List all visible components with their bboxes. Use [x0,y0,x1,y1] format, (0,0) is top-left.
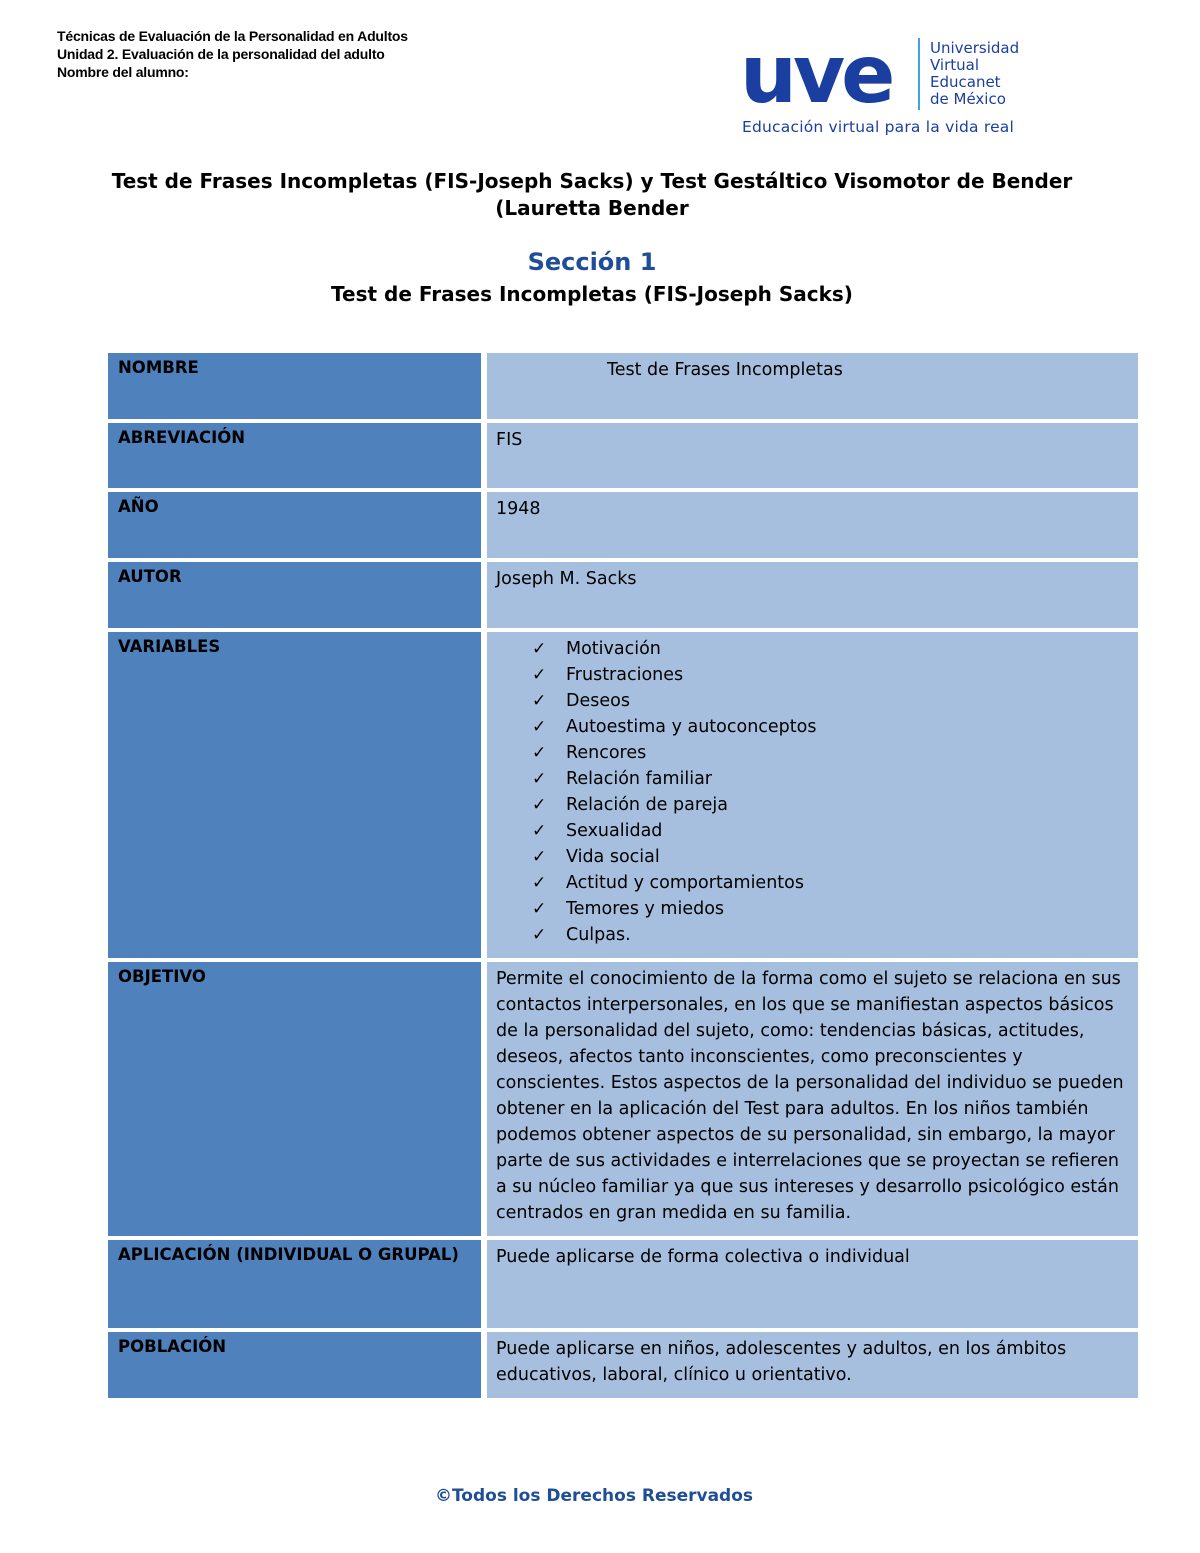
check-icon: ✓ [532,847,547,867]
table-row-abreviacion [108,423,1138,488]
variable-item [532,844,1129,870]
check-icon: ✓ [532,899,547,919]
row-label: VARIABLES [108,632,481,958]
check-icon: ✓ [532,639,547,659]
copyright-footer: ©Todos los Derechos Reservados [434,1486,754,1506]
logo-name-line: Educanet [930,73,1001,91]
section-subtitle: Test de Frases Incompletas (FIS-Joseph Sacks) [331,282,853,306]
variable-label: Relación familiar [566,769,713,789]
test-info-table [108,353,1138,1402]
row-label: OBJETIVO [108,962,481,1236]
table-row-poblacion [108,1332,1138,1398]
check-icon: ✓ [532,743,547,763]
row-label: AUTOR [108,562,481,628]
logo-name-line: Universidad [930,39,1020,57]
variable-label: Sexualidad [566,821,663,841]
variable-item [532,766,1129,792]
table-row-nombre [108,353,1138,419]
check-icon: ✓ [532,821,547,841]
variables-list [496,636,1129,948]
check-icon: ✓ [532,873,547,893]
document-title: Test de Frases Incompletas (FIS-Joseph Sacks) y Test Gestáltico Visomotor de Bender (Lauretta Bender [111,169,1073,220]
check-icon: ✓ [532,925,547,945]
row-label: AÑO [108,492,481,558]
check-icon: ✓ [532,717,547,737]
variable-label: Autoestima y autoconceptos [566,717,817,737]
logo-name-line: Virtual [930,56,980,74]
variable-item [532,636,1129,662]
check-icon: ✓ [532,795,547,815]
variable-item [532,792,1129,818]
logo-name-line: de México [930,90,1006,108]
logo-divider [918,38,920,110]
university-logo [740,36,1040,140]
row-label: ABREVIACIÓN [108,423,481,488]
variable-label: Deseos [566,691,630,711]
row-value [487,632,1138,958]
row-value: FIS [487,423,1138,488]
student-name-label: Nombre del alumno: [57,64,189,80]
variable-item [532,818,1129,844]
section-title: Sección 1 [527,248,657,276]
variable-item [532,870,1129,896]
variable-label: Motivación [566,639,661,659]
row-value: Test de Frases Incompletas [487,353,1138,419]
variable-item [532,922,1129,948]
table-row-anio [108,492,1138,558]
table-row-variables [108,632,1138,958]
variable-label: Relación de pareja [566,795,729,815]
variable-label: Temores y miedos [566,899,725,919]
unit-name: Unidad 2. Evaluación de la personalidad del adulto [57,46,385,62]
course-name: Técnicas de Evaluación de la Personalidad en Adultos [57,28,408,44]
row-label: NOMBRE [108,353,481,419]
logo-tagline: Educación virtual para la vida real [742,118,1015,136]
variable-item [532,740,1129,766]
variable-item [532,714,1129,740]
uve-logo-text: uve [740,36,892,110]
row-value: Joseph M. Sacks [487,562,1138,628]
variable-item [532,662,1129,688]
row-label: APLICACIÓN (INDIVIDUAL O GRUPAL) [108,1240,481,1328]
table-row-objetivo [108,962,1138,1236]
variable-label: Actitud y comportamientos [566,873,804,893]
uve-logo-mark [740,36,912,110]
row-label: POBLACIÓN [108,1332,481,1398]
variable-label: Frustraciones [566,665,684,685]
variable-label: Vida social [566,847,660,867]
logo-university-name [930,40,1019,108]
check-icon: ✓ [532,691,547,711]
table-row-autor [108,562,1138,628]
row-value: 1948 [487,492,1138,558]
check-icon: ✓ [532,665,547,685]
row-value: Puede aplicarse de forma colectiva o individual [487,1240,1138,1328]
variable-label: Rencores [566,743,647,763]
variable-label: Culpas. [566,925,631,945]
table-row-aplicacion [108,1240,1138,1328]
row-value: Puede aplicarse en niños, adolescentes y adultos, en los ámbitos educativos, laboral, clínico u orientativo. [487,1332,1138,1398]
document-header [57,27,408,81]
row-value: Permite el conocimiento de la forma como el sujeto se relaciona en sus contactos interpersonales, en los que se manifiestan aspectos básicos de la personalidad del sujeto, como: tendencias básicas, actitudes, deseos, afectos tanto inconscientes, como preconscientes y conscientes. Estos aspectos de la personalidad del individuo se pueden obtener en la aplicación del Test para adultos. En los niños también podemos obtener aspectos de su personalidad, sin embargo, la mayor parte de sus actividades e interrelaciones que se proyectan se refieren a su núcleo familiar ya que sus intereses y desarrollo psicológico están centrados en gran medida en su familia. [487,962,1138,1236]
check-icon: ✓ [532,769,547,789]
variable-item [532,896,1129,922]
variable-item [532,688,1129,714]
